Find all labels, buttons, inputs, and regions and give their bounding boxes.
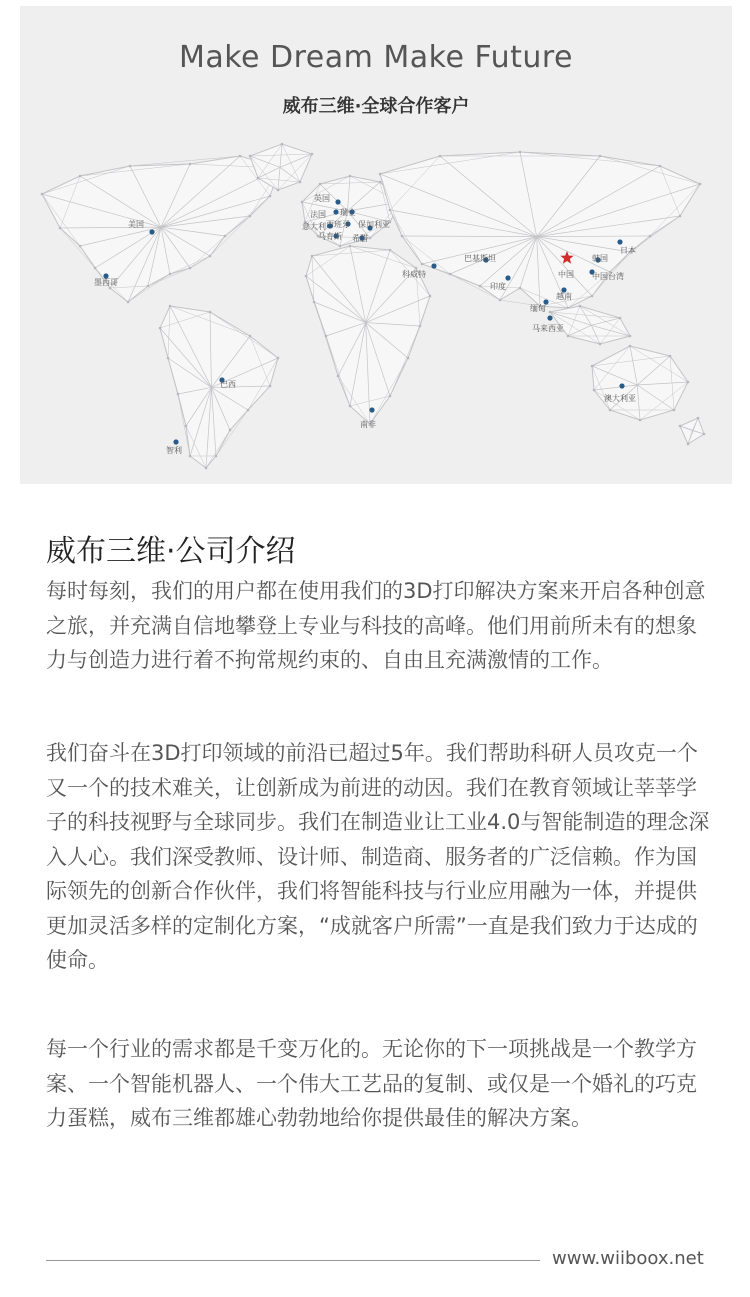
- mesh-node: [567, 335, 570, 338]
- banner-title: Make Dream Make Future: [178, 40, 574, 75]
- intro-paragraph-3: 每一个行业的需求都是千变万化的。无论你的下一项挑战是一个教学方案、一个智能机器人、一个伟大工艺品的复制、或仅是一个婚礼的巧克力蛋糕，威布三维都雄心勃勃地给你提供最佳的解决方案。: [46, 1037, 697, 1130]
- mesh-node: [369, 237, 372, 240]
- mesh-node: [669, 355, 672, 358]
- mesh-node: [673, 409, 676, 412]
- mesh-node: [299, 181, 302, 184]
- location-marker: [431, 263, 436, 268]
- mesh-node: [421, 263, 424, 266]
- mesh-node: [629, 335, 632, 338]
- mesh-node: [167, 357, 170, 360]
- mesh-node: [599, 155, 602, 158]
- mesh-node: [679, 215, 682, 218]
- mesh-node: [687, 381, 690, 384]
- footer-website-link[interactable]: www.wiiboox.net: [552, 1248, 704, 1269]
- mesh-node: [519, 287, 522, 290]
- map-label-pakistan: 巴基斯坦: [464, 254, 496, 263]
- map-label-chile: 智利: [166, 446, 182, 455]
- mesh-node: [379, 181, 382, 184]
- world-map: [20, 6, 732, 484]
- location-marker: [173, 439, 178, 444]
- mesh-node: [209, 255, 212, 258]
- map-label-myanmar: 缅甸: [530, 304, 546, 313]
- mesh-node: [389, 209, 392, 212]
- map-label-kuwait: 科威特: [402, 270, 426, 279]
- mesh-node: [389, 249, 392, 252]
- location-marker: [619, 383, 624, 388]
- mesh-node: [215, 455, 218, 458]
- mesh-node: [629, 345, 632, 348]
- mesh-node: [349, 175, 352, 178]
- mesh-node: [177, 393, 180, 396]
- mesh-node: [301, 201, 304, 204]
- mesh-node: [169, 273, 172, 276]
- map-label-malaysia: 马来西亚: [532, 324, 564, 333]
- mesh-node: [687, 443, 690, 446]
- mesh-node: [313, 301, 316, 304]
- mesh-node: [127, 301, 130, 304]
- mesh-node: [79, 175, 82, 178]
- mesh-node: [697, 417, 700, 420]
- mesh-node: [389, 395, 392, 398]
- location-marker: [335, 199, 340, 204]
- mesh-node: [94, 267, 97, 270]
- continent-asia: [380, 152, 700, 308]
- map-label-taiwan: 中国台湾: [592, 272, 624, 281]
- mesh-node: [401, 235, 404, 238]
- location-marker: [505, 275, 510, 280]
- mesh-node: [579, 305, 582, 308]
- map-label-japan: 日本: [620, 246, 636, 255]
- map-label-mexico: 墨西哥: [94, 278, 118, 287]
- mesh-node: [249, 155, 252, 158]
- mesh-node: [429, 295, 432, 298]
- mesh-node: [249, 335, 252, 338]
- location-marker: [149, 229, 154, 234]
- map-label-spain: 西班牙: [326, 220, 350, 229]
- mesh-node: [599, 343, 602, 346]
- mesh-node: [639, 419, 642, 422]
- mesh-node: [257, 177, 260, 180]
- mesh-node: [185, 425, 188, 428]
- mesh-node: [337, 375, 340, 378]
- mesh-node: [59, 227, 62, 230]
- map-label-us: 美国: [128, 220, 144, 229]
- mesh-node: [499, 299, 502, 302]
- mesh-node: [591, 365, 594, 368]
- map-label-switzerland: 瑞士: [340, 208, 356, 217]
- map-label-vietnam: 越南: [556, 292, 572, 301]
- location-marker: [547, 315, 552, 320]
- mesh-node: [699, 183, 702, 186]
- mesh-node: [189, 163, 192, 166]
- mesh-node: [41, 193, 44, 196]
- mesh-node: [619, 317, 622, 320]
- mesh-node: [305, 275, 308, 278]
- mesh-node: [703, 433, 706, 436]
- mesh-node: [419, 325, 422, 328]
- mesh-node: [205, 467, 208, 470]
- mesh-node: [439, 155, 442, 158]
- mesh-node: [169, 305, 172, 308]
- mesh-node: [379, 173, 382, 176]
- mesh-node: [519, 151, 522, 154]
- mesh-node: [325, 335, 328, 338]
- intro-paragraph-1: 每时每刻，我们的用户都在使用我们的3D打印解决方案来开启各种创意之旅，并充满自信地攀登上专业与科技的高峰。他们用前所未有的想象力与创造力进行着不拘常规约束的、自由且充满激情的工作。: [46, 579, 706, 672]
- mesh-node: [649, 235, 652, 238]
- mesh-node: [349, 245, 352, 248]
- map-label-australia: 澳大利亚: [604, 394, 636, 403]
- mesh-node: [311, 255, 314, 258]
- world-map-banner: [20, 6, 732, 484]
- mesh-node: [339, 245, 342, 248]
- mesh-node: [593, 389, 596, 392]
- mesh-node: [249, 215, 252, 218]
- map-label-france: 法国: [310, 210, 326, 219]
- mesh-node: [319, 183, 322, 186]
- location-marker: [369, 407, 374, 412]
- banner-subtitle: 威布三维·全球合作客户: [282, 96, 470, 117]
- mesh-node: [479, 285, 482, 288]
- mesh-node: [209, 311, 212, 314]
- mesh-node: [224, 235, 227, 238]
- mesh-node: [277, 357, 280, 360]
- mesh-node: [229, 429, 232, 432]
- mesh-node: [189, 267, 192, 270]
- map-label-greece: 希腊: [352, 234, 368, 243]
- mesh-node: [659, 165, 662, 168]
- map-label-mayusi: 马育斯: [318, 232, 342, 241]
- section-title: 威布三维·公司介绍: [46, 534, 296, 569]
- intro-paragraph-2: 我们奋斗在3D打印领域的前沿已超过5年。我们帮助科研人员攻克一个又一个的技术难关，让创新成为前进的动因。我们在教育领域让莘莘学子的科技视野与全球同步。我们在制造业让工业4.0与智能制造的理念深入人心。我们深受教师、设计师、制造商、服务者的广泛信赖。作为国际领先的创新合作伙伴，我们将智能科技与行业应用融为一体，并提供更加灵活多样的定制化方案，“成就客户所需”一直是我们致力于达成的使命。: [46, 741, 710, 972]
- mesh-node: [239, 155, 242, 158]
- mesh-node: [159, 327, 162, 330]
- mesh-node: [549, 311, 552, 314]
- mesh-node: [247, 409, 250, 412]
- mesh-node: [129, 165, 132, 168]
- map-label-bulgaria: 保加利亚: [358, 220, 390, 229]
- mesh-node: [591, 295, 594, 298]
- mesh-node: [407, 357, 410, 360]
- mesh-node: [415, 267, 418, 270]
- mesh-node: [147, 285, 150, 288]
- location-marker: [333, 209, 338, 214]
- mesh-node: [311, 153, 314, 156]
- mesh-node: [449, 273, 452, 276]
- map-label-south-africa: 南非: [360, 420, 376, 429]
- mesh-node: [277, 189, 280, 192]
- mesh-node: [609, 409, 612, 412]
- map-label-china: 中国: [558, 270, 574, 279]
- mesh-node: [679, 425, 682, 428]
- location-marker: [617, 239, 622, 244]
- mesh-node: [269, 385, 272, 388]
- footer-divider: [46, 1260, 540, 1261]
- mesh-node: [189, 455, 192, 458]
- mesh-node: [349, 405, 352, 408]
- mesh-node: [269, 195, 272, 198]
- map-label-uk: 英国: [314, 194, 330, 203]
- map-label-india: 印度: [490, 282, 506, 291]
- map-label-italy: 意大利: [302, 222, 326, 231]
- map-label-korea: 韩国: [592, 254, 608, 263]
- mesh-node: [281, 143, 284, 146]
- mesh-node: [79, 245, 82, 248]
- map-label-brazil: 巴西: [220, 380, 236, 389]
